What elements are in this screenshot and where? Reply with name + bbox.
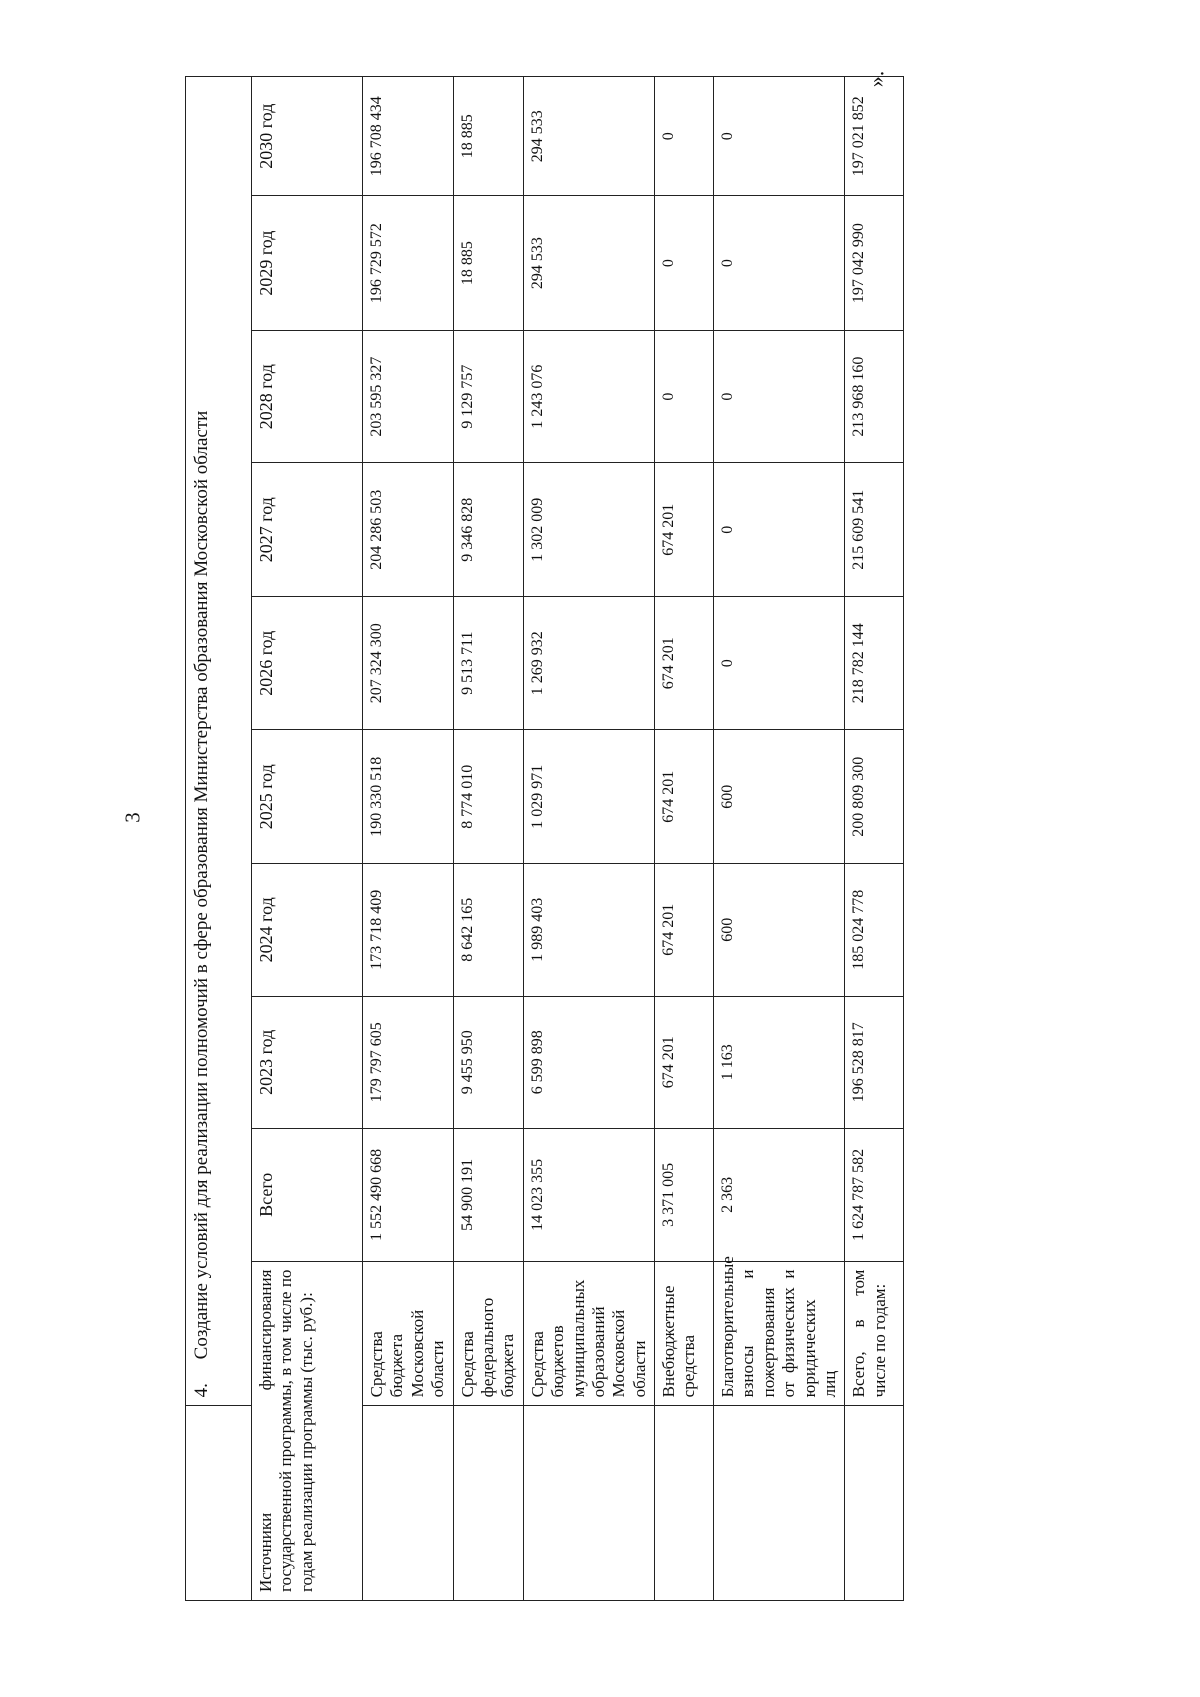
financing-table-container — [185, 76, 889, 1601]
value-cell: 9 129 757 — [453, 330, 523, 463]
table-corner-cell — [186, 1406, 252, 1601]
column-header: 2029 год — [252, 196, 363, 331]
value-cell: 190 330 518 — [363, 730, 454, 864]
value-cell: 213 968 160 — [845, 330, 904, 463]
value-cell: 6 599 898 — [523, 996, 654, 1129]
value-cell: 8 642 165 — [453, 864, 523, 997]
value-cell: 1 624 787 582 — [845, 1129, 904, 1262]
value-cell: 0 — [714, 330, 845, 463]
value-cell: 18 885 — [453, 196, 523, 331]
value-cell: 218 782 144 — [845, 596, 904, 730]
value-cell: 204 286 503 — [363, 463, 454, 597]
table-row — [655, 77, 714, 1601]
value-cell: 54 900 191 — [453, 1129, 523, 1262]
row-label: Благотворительные взносы и пожертвования от физических и юридических лиц — [714, 1261, 845, 1406]
value-cell: 215 609 541 — [845, 463, 904, 597]
row-spacer-cell — [714, 1406, 845, 1601]
value-cell: 203 595 327 — [363, 330, 454, 463]
row-label: Средства бюджета Московской области — [363, 1261, 454, 1406]
value-cell: 196 729 572 — [363, 196, 454, 331]
value-cell: 1 243 076 — [523, 330, 654, 463]
value-cell: 674 201 — [655, 596, 714, 730]
row-spacer-cell — [655, 1406, 714, 1601]
value-cell: 674 201 — [655, 730, 714, 864]
value-cell: 14 023 355 — [523, 1129, 654, 1262]
value-cell: 0 — [655, 196, 714, 331]
row-spacer-cell — [453, 1406, 523, 1601]
value-cell: 200 809 300 — [845, 730, 904, 864]
value-cell: 674 201 — [655, 864, 714, 997]
value-cell: 18 885 — [453, 77, 523, 196]
value-cell: 2 363 — [714, 1129, 845, 1262]
column-header: 2023 год — [252, 996, 363, 1129]
row-spacer-cell — [845, 1406, 904, 1601]
column-header: 2028 год — [252, 330, 363, 463]
value-cell: 207 324 300 — [363, 596, 454, 730]
row-label: Средства бюджетов муниципальных образований Московской области — [523, 1261, 654, 1406]
value-cell: 9 513 711 — [453, 596, 523, 730]
value-cell: 3 371 005 — [655, 1129, 714, 1262]
value-cell: 185 024 778 — [845, 864, 904, 997]
value-cell: 0 — [655, 330, 714, 463]
value-cell: 196 708 434 — [363, 77, 454, 196]
value-cell: 0 — [714, 463, 845, 597]
value-cell: 1 989 403 — [523, 864, 654, 997]
value-cell: 197 042 990 — [845, 196, 904, 331]
table-row — [714, 77, 845, 1601]
column-header: 2030 год — [252, 77, 363, 196]
column-header: 2027 год — [252, 463, 363, 597]
table-header-row — [252, 77, 363, 1601]
value-cell: 294 533 — [523, 196, 654, 331]
row-spacer-cell — [523, 1406, 654, 1601]
value-cell: 1 302 009 — [523, 463, 654, 597]
value-cell: 173 718 409 — [363, 864, 454, 997]
value-cell: 1 163 — [714, 996, 845, 1129]
value-cell: 0 — [655, 77, 714, 196]
value-cell: 0 — [714, 596, 845, 730]
table-row — [845, 77, 904, 1601]
value-cell: 1 552 490 668 — [363, 1129, 454, 1262]
column-header: Всего — [252, 1129, 363, 1262]
section-title: 4. Создание условий для реализации полномочий в сфере образования Министерства образования Московской области — [186, 77, 252, 1406]
table-row — [523, 77, 654, 1601]
value-cell: 197 021 852 — [845, 77, 904, 196]
row-label: Средства федерального бюджета — [453, 1261, 523, 1406]
value-cell: 674 201 — [655, 463, 714, 597]
table-title-row — [186, 77, 252, 1601]
value-cell: 294 533 — [523, 77, 654, 196]
row-spacer-cell — [363, 1406, 454, 1601]
row-label: Источники финансирования государственной программы, в том числе по годам реализации программы (тыс. руб.): — [252, 1261, 363, 1600]
value-cell: 196 528 817 — [845, 996, 904, 1129]
financing-table — [185, 76, 904, 1601]
column-header: 2024 год — [252, 864, 363, 997]
value-cell: 600 — [714, 864, 845, 997]
value-cell: 179 797 605 — [363, 996, 454, 1129]
value-cell: 8 774 010 — [453, 730, 523, 864]
table-row — [363, 77, 454, 1601]
row-label: Внебюджетные средства — [655, 1261, 714, 1406]
row-label: Всего, в том числе по годам: — [845, 1261, 904, 1406]
table-row — [453, 77, 523, 1601]
value-cell: 674 201 — [655, 996, 714, 1129]
value-cell: 1 269 932 — [523, 596, 654, 730]
value-cell: 1 029 971 — [523, 730, 654, 864]
column-header: 2025 год — [252, 730, 363, 864]
page-number: 3 — [120, 812, 145, 823]
value-cell: 9 346 828 — [453, 463, 523, 597]
value-cell: 0 — [714, 77, 845, 196]
value-cell: 0 — [714, 196, 845, 331]
column-header: 2026 год — [252, 596, 363, 730]
value-cell: 9 455 950 — [453, 996, 523, 1129]
value-cell: 600 — [714, 730, 845, 864]
closing-quote-mark: ». — [863, 70, 889, 88]
